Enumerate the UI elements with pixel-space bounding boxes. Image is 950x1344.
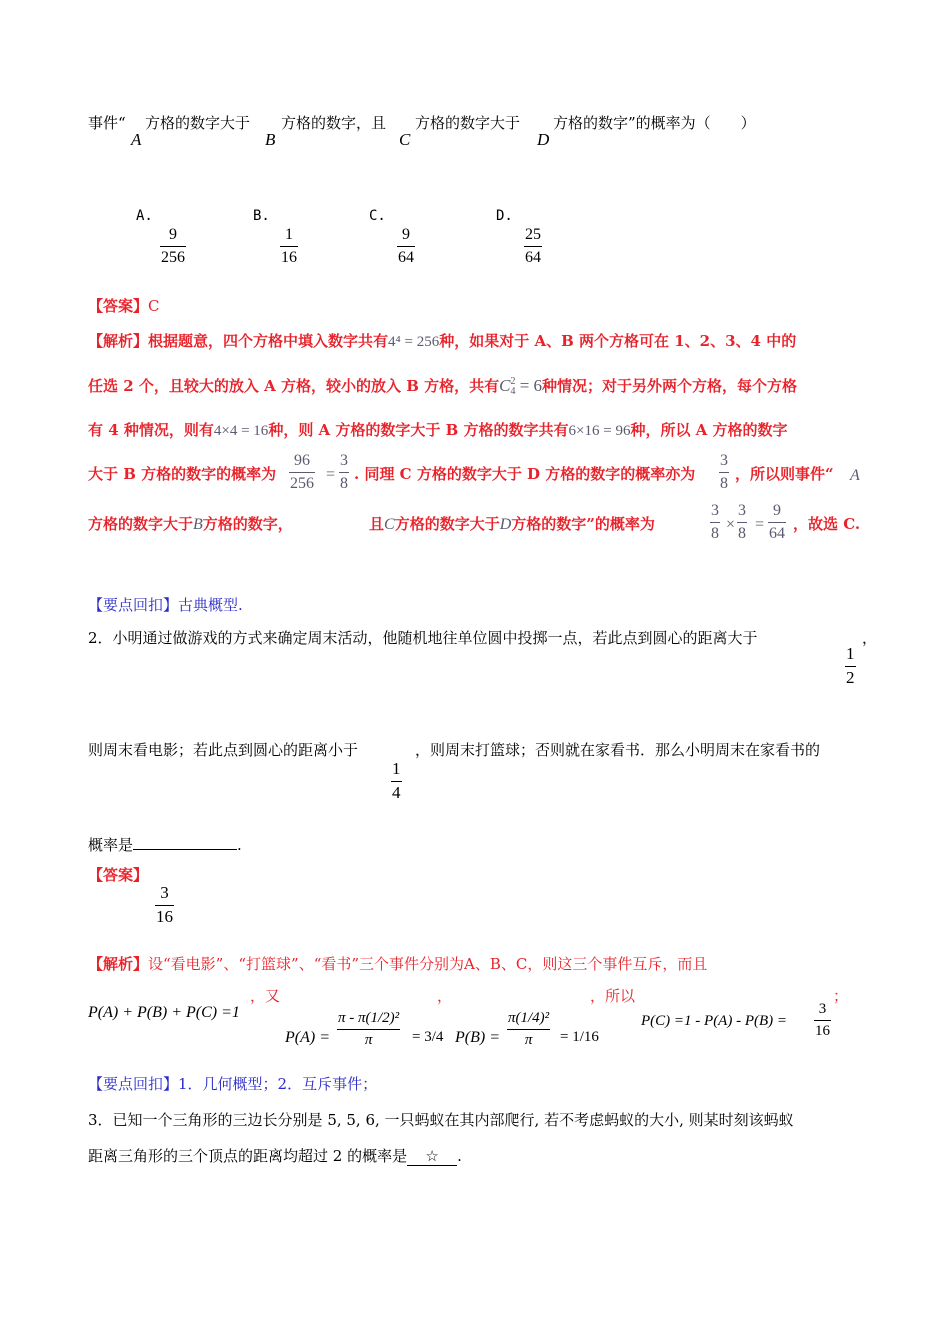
q3-line-2 bbox=[88, 1147, 462, 1166]
q2-equation-1: P(A) + P(B) + P(C) =1 bbox=[88, 1004, 240, 1021]
fraction-bar bbox=[710, 522, 720, 523]
option-d-label: D. bbox=[496, 208, 513, 224]
q2-answer-fraction bbox=[155, 884, 174, 926]
fraction-bar bbox=[719, 472, 729, 473]
option-a-den: 256 bbox=[161, 248, 185, 266]
combination-result: = 6 bbox=[515, 376, 543, 395]
fraction-bar bbox=[391, 781, 402, 782]
option-b-fraction bbox=[280, 226, 298, 266]
q2-eq3-fraction bbox=[507, 1010, 550, 1048]
q1-stem bbox=[88, 114, 126, 132]
fraction-den: 4 bbox=[392, 782, 401, 802]
fraction-num: 3 bbox=[738, 502, 746, 519]
fraction-num: 3 bbox=[340, 452, 348, 469]
q2-line-2a: 则周末看电影；若此点到圆心的距离小于 bbox=[88, 741, 359, 759]
fraction-den: 8 bbox=[711, 524, 719, 542]
answer-blank[interactable] bbox=[133, 835, 237, 850]
fraction-den: 8 bbox=[738, 524, 746, 542]
q2-eq4-fraction bbox=[814, 1001, 831, 1039]
q2-answer-tag: 【答案】 bbox=[88, 866, 149, 884]
q2-analysis-line-1 bbox=[88, 955, 707, 973]
analysis-equals: = bbox=[326, 466, 336, 483]
fraction-den: 8 bbox=[340, 474, 348, 492]
analysis-fraction-3-8 bbox=[719, 452, 729, 492]
key-point-tag: 【要点回扣】 bbox=[88, 1075, 179, 1093]
analysis-text: 根据题意，四个方格中填入数字共有 bbox=[148, 332, 389, 350]
q2-semicolon: ； bbox=[833, 987, 849, 1005]
analysis-equals: = bbox=[755, 516, 765, 533]
fraction-num: 9 bbox=[773, 502, 781, 519]
q2-line-3 bbox=[88, 835, 242, 854]
analysis-tag: 【解析】 bbox=[88, 332, 149, 350]
q2-eq2-fraction bbox=[337, 1010, 400, 1048]
fraction-den: π bbox=[364, 1031, 373, 1048]
analysis-var-d: D bbox=[499, 516, 512, 533]
option-b-den: 16 bbox=[281, 248, 297, 266]
fraction-bar bbox=[289, 472, 315, 473]
fraction-bar bbox=[737, 522, 747, 523]
q2-line-2b: ，则周末打篮球；否则就在家看书．那么小明周末在家看书的 bbox=[415, 741, 821, 759]
fraction-num: 3 bbox=[720, 452, 728, 469]
q2-line-1: 2．小明通过做游戏的方式来确定周末活动，他随机地往单位圆中投掷一点，若此点到圆心的距离大于 bbox=[88, 629, 758, 647]
fraction-den: 256 bbox=[290, 474, 314, 492]
fraction-num: 96 bbox=[294, 452, 310, 469]
q2-suoyi: ，所以 bbox=[590, 987, 636, 1005]
q1-var-c: C bbox=[399, 130, 411, 149]
analysis-math: 6×16 = 96 bbox=[568, 423, 631, 439]
fraction-den: 64 bbox=[769, 524, 785, 542]
combination-symbol bbox=[499, 376, 543, 398]
option-c-fraction bbox=[397, 226, 415, 266]
q1-var-b: B bbox=[265, 130, 276, 149]
analysis-text: 方格的数字， bbox=[202, 515, 293, 533]
analysis-text: 且 bbox=[369, 515, 385, 533]
q1-analysis-line-4a: 大于 B 方格的数字的概率为 bbox=[88, 465, 277, 483]
option-d-num: 25 bbox=[525, 226, 541, 243]
analysis-text: 种，则 A 方格的数字大于 B 方格的数字共有 bbox=[268, 421, 569, 439]
analysis-text: 有 4 种情况，则有 bbox=[88, 421, 214, 439]
q1-key-point bbox=[88, 596, 243, 614]
fraction-bar bbox=[507, 1029, 550, 1030]
combination-sub: 4 bbox=[510, 386, 516, 398]
fraction-num: π(1/4)² bbox=[508, 1010, 550, 1026]
analysis-text: 种情况；对于另外两个方格，每个方格 bbox=[542, 377, 798, 395]
analysis-fraction-3-8 bbox=[710, 502, 720, 542]
fraction-bar bbox=[845, 666, 856, 667]
option-b-num: 1 bbox=[285, 226, 293, 243]
q2-eq3-lhs: P(B) = bbox=[455, 1029, 500, 1046]
analysis-math: 4×4 = 16 bbox=[213, 423, 269, 439]
answer-tag: 【答案】 bbox=[88, 297, 149, 315]
fraction-den: π bbox=[524, 1031, 533, 1048]
star-icon: ☆ bbox=[425, 1147, 439, 1165]
key-point-text: 1．几何概型；2．互斥事件； bbox=[178, 1075, 378, 1093]
analysis-fraction-3-8 bbox=[339, 452, 349, 492]
fraction-num: 1 bbox=[392, 759, 401, 778]
q2-line-1-end: ， bbox=[862, 629, 878, 647]
q2-eq4-lhs: P(C) =1 - P(A) - P(B) = bbox=[641, 1013, 788, 1029]
q1-text-4: 方格的数字大于 bbox=[415, 114, 521, 132]
q2-eq2-rhs: = 3/4 bbox=[412, 1029, 444, 1045]
analysis-text: 方格的数字大于 bbox=[394, 515, 500, 533]
option-a-fraction bbox=[160, 226, 186, 266]
fraction-den: 8 bbox=[720, 474, 728, 492]
q1-text-5: 方格的数字”的概率为（ ） bbox=[553, 114, 756, 132]
q2-fraction-1-4 bbox=[391, 760, 402, 802]
q1-text-3: 方格的数字，且 bbox=[281, 114, 387, 132]
fraction-bar bbox=[524, 246, 542, 247]
fraction-bar bbox=[397, 246, 415, 247]
q1-analysis-line-1 bbox=[88, 332, 796, 351]
fraction-bar bbox=[339, 472, 349, 473]
q2-fraction-1-2 bbox=[845, 645, 856, 687]
fraction-bar bbox=[280, 246, 298, 247]
fraction-den: 2 bbox=[846, 667, 855, 687]
analysis-math: 4⁴ = 256 bbox=[388, 334, 440, 350]
analysis-text: 方格的数字”的概率为 bbox=[511, 515, 655, 533]
key-point-text: 古典概型. bbox=[178, 596, 243, 614]
analysis-text: 方格的数字大于 bbox=[88, 515, 194, 533]
analysis-text: 种，如果对于 A、B 两个方格可在 1、2、3、4 中的 bbox=[439, 332, 797, 350]
analysis-text: 任选 2 个，且较大的放入 A 方格，较小的放入 B 方格，共有 bbox=[88, 377, 500, 395]
option-c-den: 64 bbox=[398, 248, 414, 266]
analysis-text: 种，所以 A 方格的数字 bbox=[630, 421, 788, 439]
q2-text: 概率是 bbox=[88, 836, 134, 854]
analysis-var-a: A bbox=[850, 467, 860, 484]
analysis-times: × bbox=[726, 516, 736, 533]
fraction-den: 16 bbox=[156, 906, 173, 926]
option-d-fraction bbox=[524, 226, 542, 266]
option-c-label: C. bbox=[369, 208, 386, 224]
q2-eq2-lhs: P(A) = bbox=[285, 1029, 330, 1046]
q1-analysis-line-5b bbox=[369, 515, 655, 534]
fraction-num: 3 bbox=[711, 502, 719, 519]
q1-var-d: D bbox=[537, 130, 550, 149]
analysis-tag: 【解析】 bbox=[88, 955, 149, 973]
analysis-var-c: C bbox=[384, 516, 395, 533]
option-a-num: 9 bbox=[169, 226, 177, 243]
fraction-bar bbox=[155, 905, 174, 906]
q1-analysis-line-4c: ，所以则事件“ bbox=[735, 465, 834, 483]
q3-text: 距离三角形的三个顶点的距离均超过 2 的概率是 bbox=[88, 1147, 408, 1165]
fraction-den: 16 bbox=[815, 1022, 830, 1039]
analysis-fraction-3-8 bbox=[737, 502, 747, 542]
option-a-label: A. bbox=[136, 208, 153, 224]
q1-text-2: 方格的数字大于 bbox=[145, 114, 251, 132]
key-point-tag: 【要点回扣】 bbox=[88, 596, 179, 614]
fraction-bar bbox=[337, 1029, 400, 1030]
fraction-num: π - π(1/2)² bbox=[338, 1010, 400, 1026]
q2-you: ，又 bbox=[250, 987, 281, 1005]
fraction-num: 3 bbox=[160, 883, 169, 902]
q1-analysis-line-5 bbox=[88, 515, 293, 534]
answer-blank[interactable] bbox=[407, 1147, 457, 1166]
answer-value: C bbox=[148, 297, 160, 315]
analysis-fraction-9-64 bbox=[768, 502, 786, 542]
analysis-text: 设“看电影”、“打篮球”、“看书”三个事件分别为A、B、C，则这三个事件互斥，而且 bbox=[148, 955, 708, 973]
analysis-var-b: B bbox=[193, 516, 203, 533]
q2-comma: ， bbox=[437, 987, 453, 1005]
q1-analysis-line-2 bbox=[88, 376, 797, 397]
option-b-label: B. bbox=[253, 208, 270, 224]
fraction-num: 3 bbox=[818, 1001, 827, 1017]
q3-text-end: . bbox=[457, 1147, 462, 1165]
q1-text-1: 事件“ bbox=[88, 114, 126, 132]
q1-analysis-line-4b: . 同理 C 方格的数字大于 D 方格的数字的概率亦为 bbox=[354, 465, 696, 483]
q1-analysis-line-3 bbox=[88, 421, 788, 440]
fraction-num: 1 bbox=[846, 644, 855, 663]
fraction-bar bbox=[768, 522, 786, 523]
q1-answer bbox=[88, 297, 160, 315]
combination-c: C bbox=[499, 376, 511, 395]
fraction-bar bbox=[814, 1020, 831, 1021]
q2-eq3-rhs: = 1/16 bbox=[560, 1029, 599, 1045]
q3-line-1: 3．已知一个三角形的三边长分别是 5, 5, 6, 一只蚂蚁在其内部爬行, 若不考虑蚂蚁的大小, 则某时刻该蚂蚁 bbox=[88, 1111, 794, 1129]
analysis-fraction-96-256 bbox=[289, 452, 315, 492]
q2-key-point bbox=[88, 1075, 377, 1093]
q1-var-a: A bbox=[131, 130, 142, 149]
combination-sup: 2 bbox=[510, 376, 516, 388]
q2-text-end: . bbox=[237, 836, 242, 854]
option-c-num: 9 bbox=[402, 226, 410, 243]
option-d-den: 64 bbox=[525, 248, 541, 266]
q1-analysis-line-5f: ，故选 C. bbox=[793, 515, 861, 533]
fraction-bar bbox=[160, 246, 186, 247]
